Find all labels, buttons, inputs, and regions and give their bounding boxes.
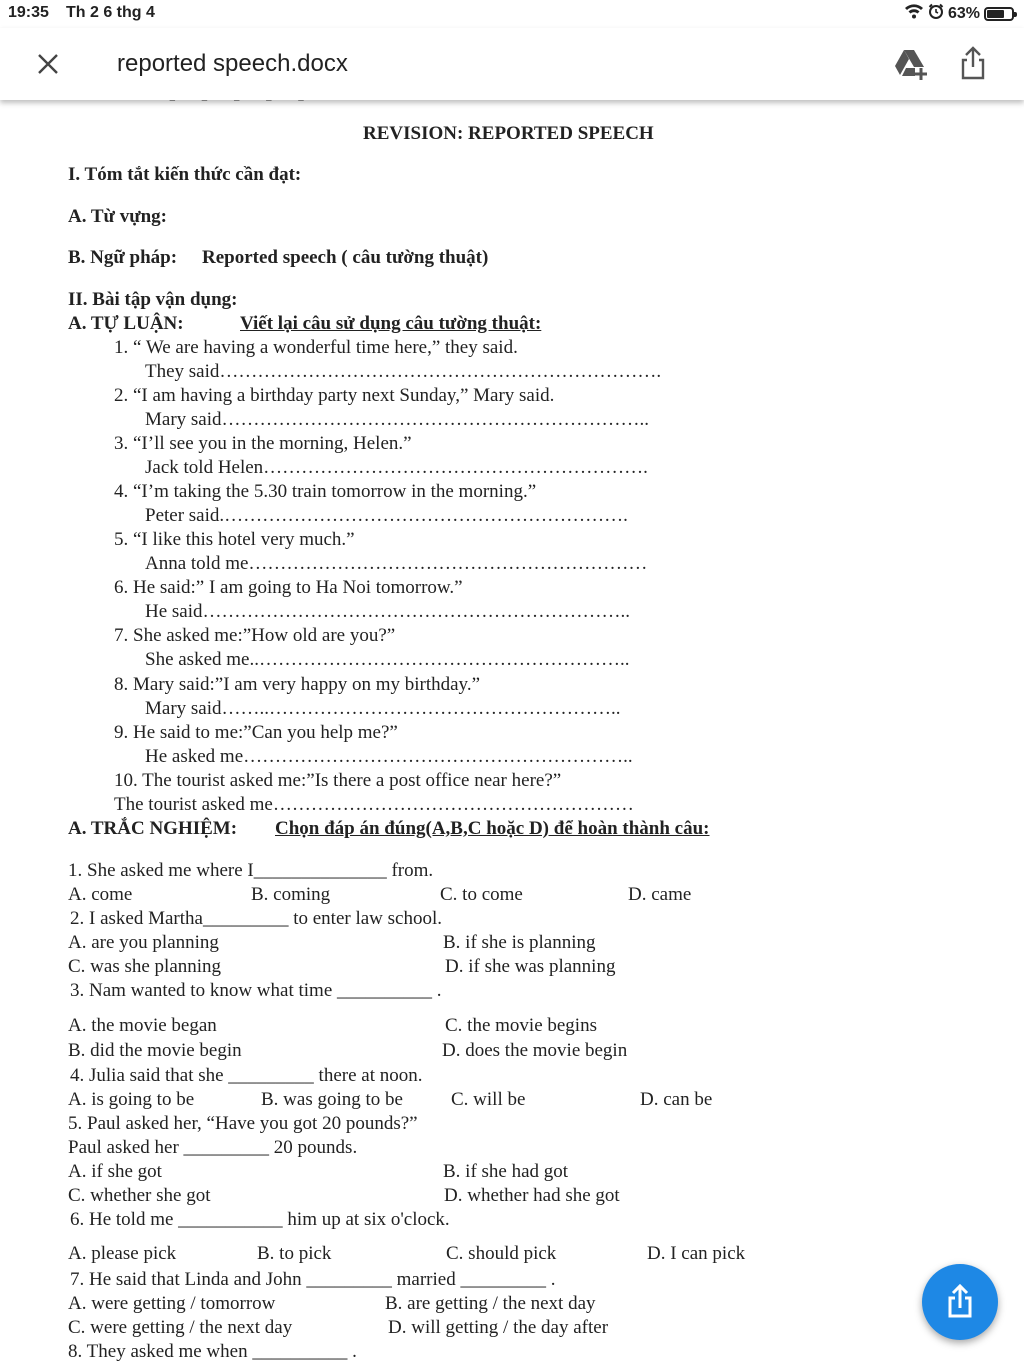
mc-option: D. I can pick: [647, 1243, 746, 1264]
status-date: Th 2 6 thg 4: [66, 4, 155, 21]
mc-option: A. are you planning: [68, 932, 219, 953]
exercise-question: 3. “I’ll see you in the morning, Helen.”: [114, 433, 412, 454]
add-to-drive-button[interactable]: [893, 48, 933, 84]
status-time: 19:35: [8, 4, 49, 21]
document-title: reported speech.docx: [117, 50, 348, 77]
mc-option: A. please pick: [68, 1243, 177, 1264]
mc-option: B. did the movie begin: [68, 1040, 242, 1061]
mc-option: B. was going to be: [261, 1089, 403, 1110]
cut-off-line: ‾ ‾ ‾ ‾ ‾: [170, 100, 316, 115]
status-right: [904, 3, 1014, 24]
alarm-icon: [928, 3, 944, 24]
exercise-answer-line: The tourist asked me…………………………………………………: [114, 794, 634, 815]
share-fab-button[interactable]: [922, 1264, 998, 1340]
exercise-answer-line: Mary said…………………………………………………………..: [145, 409, 650, 430]
document-page: [0, 100, 1024, 1365]
close-icon: [36, 52, 60, 76]
share-icon: [922, 1264, 998, 1340]
essay-instruction: Viết lại câu sử dụng câu tường thuật:: [240, 313, 542, 334]
exercise-answer-line: They said…………………………………………………………….: [145, 361, 662, 382]
essay-label: A. TỰ LUẬN:: [68, 313, 184, 334]
exercise-answer-line: Jack told Helen…………………………………………………….: [145, 457, 648, 478]
battery-percent: 63%: [947, 4, 980, 22]
exercise-question: 9. He said to me:”Can you help me?”: [114, 722, 398, 743]
mc-option: B. if she is planning: [443, 932, 596, 953]
mc-option: D. can be: [640, 1089, 713, 1110]
share-button[interactable]: [958, 46, 994, 86]
mc-option: C. will be: [451, 1089, 526, 1110]
exercise-question: 1. “ We are having a wonderful time here,” they said.: [114, 337, 518, 358]
vocab-title: A. Từ vựng:: [68, 206, 167, 227]
mc-question: 8. They asked me when __________ .: [68, 1341, 357, 1362]
mc-option: C. was she planning: [68, 956, 222, 977]
exercise-answer-line: Anna told me………………………………………………………: [145, 553, 648, 574]
mc-option: C. whether she got: [68, 1185, 211, 1206]
mc-option: A. the movie began: [68, 1015, 217, 1036]
mc-option: D. does the movie begin: [442, 1040, 628, 1061]
mc-option: D. will getting / the day after: [388, 1317, 609, 1338]
mc-option: A. if she got: [68, 1161, 162, 1182]
mc-option: C. to come: [440, 884, 523, 905]
section-1-title: I. Tóm tắt kiến thức cần đạt:: [68, 164, 302, 185]
mc-question: 2. I asked Martha_________ to enter law school.: [70, 908, 442, 929]
mc-option: B. are getting / the next day: [385, 1293, 596, 1314]
page-heading: REVISION: REPORTED SPEECH: [363, 123, 654, 144]
mc-question: 7. He said that Linda and John _________ married _________ .: [70, 1269, 556, 1290]
mc-question: 3. Nam wanted to know what time __________ .: [70, 980, 442, 1001]
wifi-icon: [904, 3, 924, 24]
mc-option: A. come: [68, 884, 133, 905]
mc-question-line: Paul asked her _________ 20 pounds.: [68, 1137, 358, 1158]
mc-option: C. the movie begins: [445, 1015, 597, 1036]
exercise-answer-line: He asked me……………………………………………………..: [145, 746, 633, 767]
mc-question: 1. She asked me where I______________ from.: [68, 860, 434, 881]
exercise-question: 5. “I like this hotel very much.”: [114, 529, 355, 550]
exercise-question: 2. “I am having a birthday party next Sunday,” Mary said.: [114, 385, 555, 406]
mc-option: C. were getting / the next day: [68, 1317, 293, 1338]
mc-option: A. is going to be: [68, 1089, 195, 1110]
mc-label: A. TRẮC NGHIỆM:: [68, 818, 238, 839]
mc-question: 4. Julia said that she _________ there at noon.: [70, 1065, 423, 1086]
mc-question: 6. He told me ___________ him up at six o'clock.: [70, 1209, 450, 1230]
mc-option: D. came: [628, 884, 692, 905]
exercise-question: 7. She asked me:”How old are you?”: [114, 625, 396, 646]
exercise-question: 10. The tourist asked me:”Is there a post office near here?”: [114, 770, 562, 791]
exercise-answer-line: Mary said……..………………………………………………..: [145, 698, 621, 719]
top-toolbar: [0, 28, 1024, 100]
exercise-answer-line: He said…………………………………………………………..: [145, 601, 631, 622]
grammar-label: B. Ngữ pháp:: [68, 247, 178, 268]
battery-icon: [984, 7, 1014, 21]
mc-option: B. if she had got: [443, 1161, 569, 1182]
exercise-question: 8. Mary said:”I am very happy on my birthday.”: [114, 674, 481, 695]
status-bar: [0, 0, 1024, 28]
mc-option: B. coming: [251, 884, 331, 905]
grammar-text: Reported speech ( câu tường thuật): [202, 247, 489, 268]
mc-instruction: Chọn đáp án đúng(A,B,C hoặc D) để hoàn thành câu:: [275, 818, 710, 839]
mc-question: 5. Paul asked her, “Have you got 20 pounds?”: [68, 1113, 418, 1134]
exercise-answer-line: She asked me..…………………………………………………..: [145, 649, 630, 670]
exercise-answer-line: Peter said.……………………………………………………….: [145, 505, 628, 526]
share-icon: [958, 46, 988, 80]
mc-option: C. should pick: [446, 1243, 557, 1264]
mc-option: A. were getting / tomorrow: [68, 1293, 276, 1314]
exercise-question: 6. He said:” I am going to Ha Noi tomorrow.”: [114, 577, 463, 598]
mc-option: D. whether had she got: [444, 1185, 620, 1206]
exercise-question: 4. “I’m taking the 5.30 train tomorrow in the morning.”: [114, 481, 537, 502]
drive-add-icon: [893, 48, 929, 80]
mc-option: D. if she was planning: [445, 956, 616, 977]
mc-option: B. to pick: [257, 1243, 332, 1264]
section-2-title: II. Bài tập vận dụng:: [68, 289, 238, 310]
close-button[interactable]: [32, 46, 64, 82]
